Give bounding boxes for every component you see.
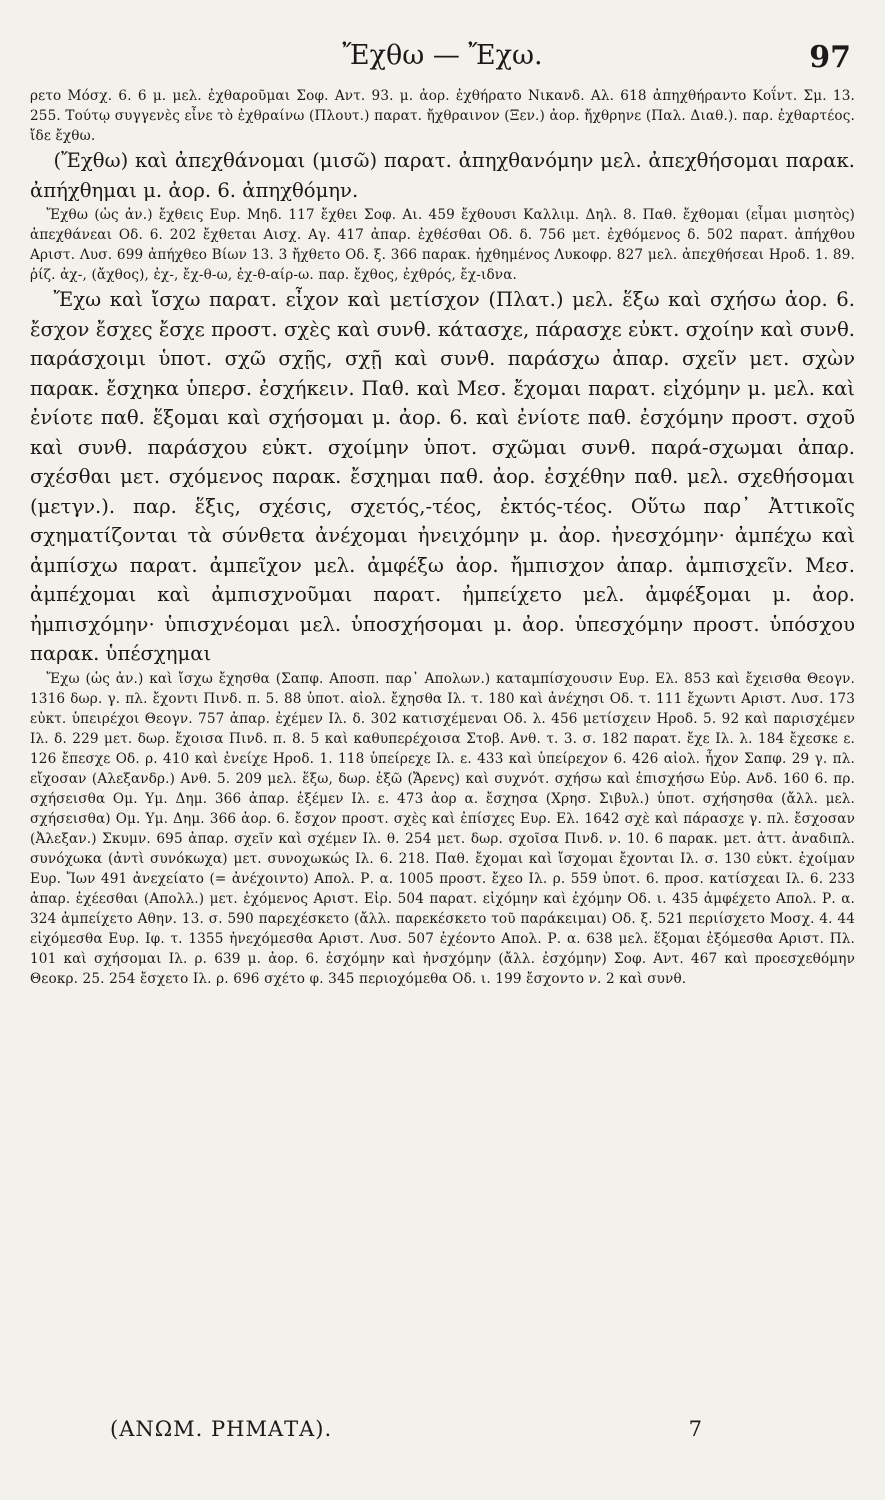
- entry-continuation-echthairo: ρετο Μόσχ. 6. 6 μ. μελ. ἐχθαροῦμαι Σοφ. Αντ. 93. μ. ἀορ. ἐχθήρατο Νικανδ. Αλ. 618 ἀπηχθήραντο Κοΐντ. Σμ. 13. 255. Τούτῳ συγγενὲς εἶνε τὸ ἐχθραίνω (Πλουτ.) παρατ. ἤχθραινον (Ξεν.) ἀορ. ἤχθρηνε (Παλ. Διαθ.). παρ. ἐχθαρτέος. ἴδε ἔχθω.: [30, 88, 855, 144]
- page-header: [30, 40, 855, 86]
- entry-echo-forms: Ἔχω (ὡς ἀν.) καὶ ἴσχω ἔχησθα (Σαπφ. Αποσπ. παρ᾽ Απολων.) καταμπίσχουσιν Ευρ. Ελ. 853 καὶ ἔχεισθα Θεογν. 1316 δωρ. γ. πλ. ἔχοντι Πινδ. π. 5. 88 ὑποτ. αἰολ. ἔχησθα Ιλ. τ. 180 καὶ ἀνέχησι Οδ. τ. 111 ἔχωντι Αριστ. Λυσ. 173 εὐκτ. ὑπειρέχοι Θεογν. 757 ἀπαρ. ἐχέμεν Ιλ. δ. 302 κατισχέμεναι Οδ. λ. 456 μετίσχειν Ηροδ. 5. 92 καὶ παρισχέμεν Ιλ. δ. 229 μετ. δωρ. ἔχοισα Πινδ. π. 8. 5 καὶ καθυπερέχοισα Στοβ. Ανθ. τ. 3. σ. 182 παρατ. ἔχε Ιλ. λ. 184 ἔχεσκε ε. 126 ἔπεσχε Οδ. ρ. 410 καὶ ἐνείχε Ηροδ. 1. 118 ὑπείρεχε Ιλ. ε. 433 καὶ ὑπείρεχον 6. 426 αἰολ. ἦχον Σαπφ. 29 γ. πλ. εἴχοσαν (Αλεξανδρ.) Ανθ. 5. 209 μελ. ἕξω, δωρ. ἑξῶ (Ἄρενς) καὶ συχνότ. σχήσω καὶ ἐπισχήσω Εὐρ. Ανδ. 160 6. πρ. σχήσεισθα Ομ. Υμ. Δημ. 366 ἀπαρ. ἑξέμεν Ιλ. ε. 473 ἀορ α. ἔσχησα (Χρησ. Σιβυλ.) ὑποτ. σχήσησθα (ἄλλ. μελ. σχήσεισθα) Ομ. Υμ. Δημ. 366 ἀορ. 6. ἔσχον προστ. σχὲς καὶ ἐπίσχες Ευρ. Ελ. 1642 σχὲ καὶ πάρασχε γ. πλ. ἔσχοσαν (Ἀλεξαν.) Σκυμν. 695 ἀπαρ. σχεῖν καὶ σχέμεν Ιλ. θ. 254 μετ. δωρ. σχοῖσα Πινδ. ν. 10. 6 παρακ. μετ. ἀττ. ἀναδιπλ. συνόχωκα (ἀντὶ συνόκωχα) μετ. συνοχωκώς Ιλ. 6. 218. Παθ. ἔχομαι καὶ ἴσχομαι ἔχονται Ιλ. σ. 130 εὐκτ. ἐχοίμαν Ευρ. Ἴων 491 ἀνεχείατο (= ἀνέχοιντο) Απολ. Ρ. α. 1005 προστ. ἔχεο Ιλ. ρ. 559 ὑποτ. 6. προσ. κατίσχεαι Ιλ. 6. 233 ἀπαρ. ἐχέεσθαι (Απολλ.) μετ. ἐχόμενος Αριστ. Εἰρ. 504 παρατ. εἰχόμην καὶ ἐχόμην Οδ. ι. 435 ἀμφέχετο Απολ. Ρ. α. 324 ἀμπείχετο Αθην. 13. σ. 590 παρεχέσκετο (ἄλλ. παρεκέσκετο τοῦ παράκειμαι) Οδ. ξ. 521 περιίσχετο Μοσχ. 4. 44 εἰχόμεσθα Ευρ. Ιφ. τ. 1355 ἠνεχόμεσθα Αριστ. Λυσ. 507 ἐχέοντο Απολ. Ρ. α. 638 μελ. ἕξομαι ἐξόμεσθα Αριστ. Πλ. 101 καὶ σχήσομαι Ιλ. ρ. 639 μ. ἀορ. 6. ἐσχόμην καὶ ἠνσχόμην (ἄλλ. ἐσχόμην) Σοφ. Αντ. 467 καὶ προεσχεθόμην Θεοκρ. 25. 254 ἔσχετο Ιλ. ρ. 696 σχέτο φ. 345 περιοχόμεθα Οδ. ι. 199 ἔσχοντο ν. 2 καὶ συνθ.: [30, 670, 855, 987]
- entry-echtho-forms: Ἔχθω (ὡς ἀν.) ἔχθεις Ευρ. Μηδ. 117 ἔχθει Σοφ. Αι. 459 ἔχθουσι Καλλιμ. Δηλ. 8. Παθ. ἔχθομαι (εἶμαι μισητὸς) ἀπεχθάνεαι Οδ. 6. 202 ἔχθεται Αισχ. Αγ. 417 ἀπαρ. ἐχθέσθαι Οδ. δ. 756 μετ. ἐχθόμενος δ. 502 παρατ. ἀπήχθου Αριστ. Λυσ. 699 ἀπήχθεο Βίων 13. 3 ἤχθετο Οδ. ξ. 366 παρακ. ἠχθημένος Λυκοφρ. 827 μελ. ἀπεχθήσεαι Ηροδ. 1. 89. ῥίζ. ἀχ-, (ἄχθος), ἐχ-, ἔχ-θ-ω, ἐχ-θ-αίρ-ω. παρ. ἔχθος, ἐχθρός, ἔχ-ιδνα.: [30, 207, 855, 283]
- page-footer: [110, 1417, 703, 1441]
- signature-mark: (ΑΝΩΜ. ΡΗΜΑΤΑ).: [110, 1417, 333, 1441]
- gathering-number: 7: [688, 1417, 703, 1441]
- running-head: Ἔχθω — Ἔχω.: [342, 40, 543, 71]
- entry-echo-heading: Ἔχω καὶ ἴσχω παρατ. εἶχον καὶ μετίσχον (Πλατ.) μελ. ἕξω καὶ σχήσω ἀορ. 6. ἔσχον ἔσχες ἔσχε προστ. σχὲς καὶ συνθ. κάτασχε, πάρασχε εὐκτ. σχοίην καὶ συνθ. παράσχοιμι ὑποτ. σχῶ σχῇς, σχῇ καὶ συνθ. παράσχω ἀπαρ. σχεῖν μετ. σχὼν παρακ. ἔσχηκα ὑπερσ. ἐσχήκειν. Παθ. καὶ Μεσ. ἔχομαι παρατ. εἰχόμην μ. μελ. καὶ ἐνίοτε παθ. ἕξομαι καὶ σχήσομαι μ. ἀορ. 6. καὶ ἐνίοτε παθ. ἐσχόμην προστ. σχοῦ καὶ συνθ. παράσχου εὐκτ. σχοίμην ὑποτ. σχῶμαι συνθ. παρά-σχωμαι ἀπαρ. σχέσθαι μετ. σχόμενος παρακ. ἔσχημαι παθ. ἀορ. ἐσχέθην παθ. μελ. σχεθήσομαι (μετγν.). παρ. ἕξις, σχέσις, σχετός,-τέος, ἐκτός-τέος. Οὕτω παρ᾽ Ἀττικοῖς σχηματίζονται τὰ σύνθετα ἀνέχομαι ἠνειχόμην μ. ἀορ. ἠνεσχόμην· ἀμπέχω καὶ ἀμπίσχω παρατ. ἀμπεῖχον μελ. ἀμφέξω ἀορ. ἤμπισχον ἀπαρ. ἀμπισχεῖν. Μεσ. ἀμπέχομαι καὶ ἀμπισχνοῦμαι παρατ. ἠμπείχετο μελ. ἀμφέξομαι μ. ἀορ. ἠμπισχόμην· ὑπισχνέομαι μελ. ὑποσχήσομαι μ. ἀορ. ὑπεσχόμην προστ. ὑπόσχου παρακ. ὑπέσχημαι: [30, 288, 855, 665]
- entry-echtho-heading: (Ἔχθω) καὶ ἀπεχθάνομαι (μισῶ) παρατ. ἀπηχθανόμην μελ. ἀπεχθήσομαι παρακ. ἀπήχθημαι μ. ἀορ. 6. ἀπηχθόμην.: [30, 149, 855, 202]
- page-number: 97: [809, 40, 851, 75]
